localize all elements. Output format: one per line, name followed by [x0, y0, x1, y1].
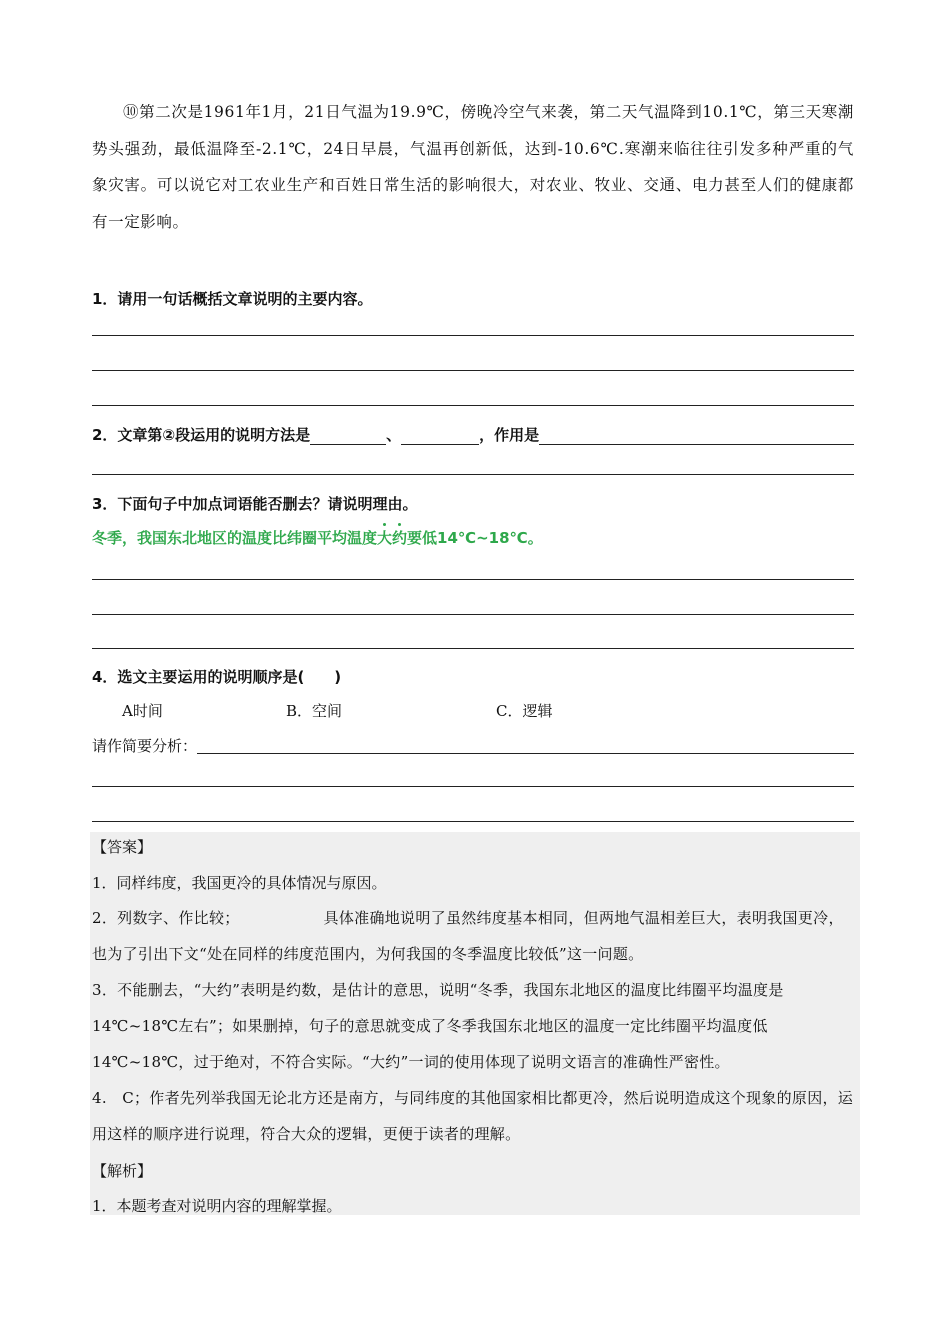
sentence-after: 要低14℃~18℃。: [407, 529, 543, 547]
fill-blank[interactable]: [310, 430, 386, 445]
question-3: 3．下面句子中加点词语能否删去？请说明理由。: [92, 495, 418, 513]
option-c[interactable]: C．逻辑: [496, 702, 553, 720]
answer-2: [92, 900, 856, 972]
answer-2-function: 具体准确地说明了虽然纬度基本相同，但两地气温相差巨大，表明我国更冷，也为了引出下文“处在同样的纬度范围内，为何我国的冬季温度比较低”这一问题。: [92, 909, 844, 963]
dotted-word: 约: [392, 529, 408, 547]
question-2: [92, 424, 854, 445]
fill-blank[interactable]: [539, 430, 854, 445]
fill-blank[interactable]: [197, 739, 854, 754]
analysis-1: 1．本题考查对说明内容的理解掌握。: [92, 1197, 342, 1215]
answer-4: 4. C；作者先列举我国无论北方还是南方，与同纬度的其他国家相比都更冷，然后说明造成这个现象的原因，运用这样的顺序进行说理，符合大众的逻辑，更便于读者的理解。: [92, 1089, 854, 1143]
analysis-title: 【解析】: [92, 1162, 153, 1180]
question-1: 1．请用一句话概括文章说明的主要内容。: [92, 290, 373, 308]
answer-2-methods: 2．列数字、作比较；: [92, 909, 240, 927]
answer-line: [92, 614, 854, 615]
answer-title: 【答案】: [92, 838, 153, 856]
passage-paragraph: ⑩第二次是1961年1月，21日气温为19.9℃，傍晚冷空气来袭，第二天气温降到10.1℃，第三天寒潮势头强劲，最低温降至-2.1℃，24日早晨，气温再创新低，达到-10.6℃.寒潮来临往往引发多种严重的气象灾害。可以说它对工农业生产和百姓日常生活的影响很大，对农业、牧业、交通、电力甚至人们的健康都有一定影响。: [92, 103, 854, 231]
question-4: 4．选文主要运用的说明顺序是( ): [92, 668, 342, 686]
answer-1: 1．同样纬度，我国更冷的具体情况与原因。: [92, 874, 387, 892]
answer-3: 3．不能删去，“大约”表明是约数，是估计的意思，说明“冬季，我国东北地区的温度比纬圈平均温度是14℃~18℃左右”；如果删掉，句子的意思就变成了冬季我国东北地区的温度一定比纬圈平均温度低14℃~18℃，过于绝对，不符合实际。“大约”一词的使用体现了说明文语言的准确性严密性。: [92, 981, 784, 1071]
sentence-before: 冬季，我国东北地区的温度比纬圈平均温度: [92, 529, 378, 547]
question-2-prefix: 2．文章第②段运用的说明方法是: [92, 426, 311, 444]
analysis-label: 请作简要分析：: [92, 737, 198, 755]
question-3-sentence: [92, 527, 543, 548]
option-a[interactable]: A时间: [122, 702, 163, 720]
question-2-mid: ，作用是: [479, 426, 540, 444]
option-b[interactable]: B．空间: [286, 702, 343, 720]
fill-blank[interactable]: [401, 430, 479, 445]
answer-line: [92, 335, 854, 336]
question-2-separator: 、: [386, 426, 402, 444]
answer-line: [92, 405, 854, 406]
answer-line: [92, 648, 854, 649]
answer-line: [92, 474, 854, 475]
answer-line: [92, 370, 854, 371]
answer-line: [92, 821, 854, 822]
dotted-word: 大: [377, 529, 393, 547]
analysis-row: [92, 735, 854, 756]
answer-line: [92, 579, 854, 580]
answer-line: [92, 786, 854, 787]
